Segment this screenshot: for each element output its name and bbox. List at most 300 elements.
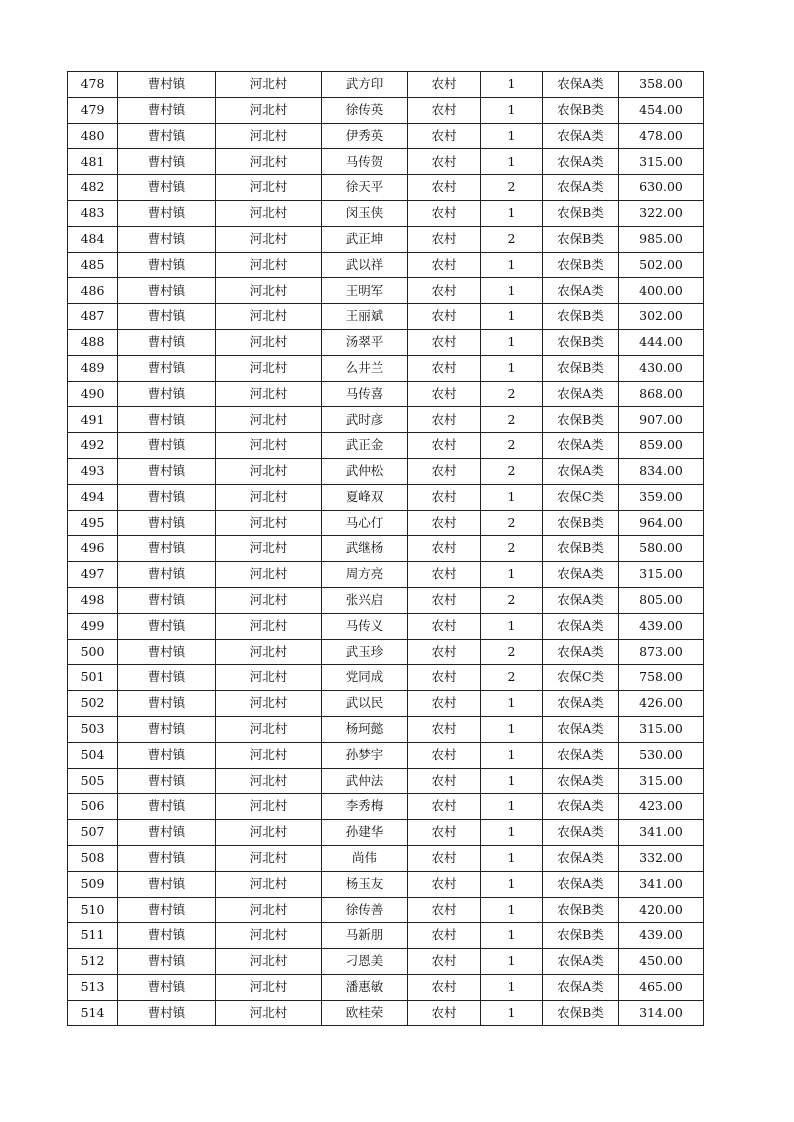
cell-row-number: 506 bbox=[68, 794, 118, 820]
cell-area-type: 农村 bbox=[408, 200, 481, 226]
table-body bbox=[68, 72, 704, 1026]
cell-area-type: 农村 bbox=[408, 123, 481, 149]
cell-town: 曹村镇 bbox=[118, 536, 216, 562]
table-row bbox=[68, 845, 704, 871]
cell-area-type: 农村 bbox=[408, 407, 481, 433]
cell-insurance-class: 农保B类 bbox=[543, 200, 619, 226]
cell-town: 曹村镇 bbox=[118, 149, 216, 175]
table-row bbox=[68, 768, 704, 794]
cell-name: 汤翠平 bbox=[322, 329, 408, 355]
cell-town: 曹村镇 bbox=[118, 329, 216, 355]
cell-row-number: 510 bbox=[68, 897, 118, 923]
cell-row-number: 490 bbox=[68, 381, 118, 407]
cell-area-type: 农村 bbox=[408, 665, 481, 691]
cell-household-size: 1 bbox=[481, 1000, 543, 1026]
cell-insurance-class: 农保A类 bbox=[543, 871, 619, 897]
table-row bbox=[68, 1000, 704, 1026]
cell-area-type: 农村 bbox=[408, 742, 481, 768]
cell-insurance-class: 农保B类 bbox=[543, 226, 619, 252]
cell-name: 武正坤 bbox=[322, 226, 408, 252]
cell-village: 河北村 bbox=[216, 820, 322, 846]
cell-name: 王丽斌 bbox=[322, 304, 408, 330]
cell-town: 曹村镇 bbox=[118, 587, 216, 613]
cell-village: 河北村 bbox=[216, 252, 322, 278]
cell-household-size: 1 bbox=[481, 484, 543, 510]
cell-household-size: 1 bbox=[481, 768, 543, 794]
cell-area-type: 农村 bbox=[408, 820, 481, 846]
cell-amount: 358.00 bbox=[619, 72, 704, 98]
cell-household-size: 2 bbox=[481, 536, 543, 562]
cell-name: 孙建华 bbox=[322, 820, 408, 846]
cell-amount: 465.00 bbox=[619, 974, 704, 1000]
cell-area-type: 农村 bbox=[408, 897, 481, 923]
cell-area-type: 农村 bbox=[408, 949, 481, 975]
cell-name: 伊秀英 bbox=[322, 123, 408, 149]
table-row bbox=[68, 433, 704, 459]
cell-village: 河北村 bbox=[216, 665, 322, 691]
cell-area-type: 农村 bbox=[408, 536, 481, 562]
cell-amount: 478.00 bbox=[619, 123, 704, 149]
cell-amount: 964.00 bbox=[619, 510, 704, 536]
cell-village: 河北村 bbox=[216, 458, 322, 484]
cell-row-number: 479 bbox=[68, 97, 118, 123]
cell-insurance-class: 农保C类 bbox=[543, 665, 619, 691]
table-row bbox=[68, 897, 704, 923]
table-row bbox=[68, 226, 704, 252]
cell-area-type: 农村 bbox=[408, 691, 481, 717]
cell-amount: 630.00 bbox=[619, 175, 704, 201]
cell-insurance-class: 农保B类 bbox=[543, 897, 619, 923]
cell-area-type: 农村 bbox=[408, 355, 481, 381]
cell-area-type: 农村 bbox=[408, 1000, 481, 1026]
cell-name: 徐传善 bbox=[322, 897, 408, 923]
table-row bbox=[68, 665, 704, 691]
cell-insurance-class: 农保A类 bbox=[543, 974, 619, 1000]
cell-village: 河北村 bbox=[216, 587, 322, 613]
cell-town: 曹村镇 bbox=[118, 974, 216, 1000]
cell-household-size: 2 bbox=[481, 639, 543, 665]
cell-amount: 315.00 bbox=[619, 149, 704, 175]
cell-area-type: 农村 bbox=[408, 716, 481, 742]
cell-row-number: 508 bbox=[68, 845, 118, 871]
cell-town: 曹村镇 bbox=[118, 897, 216, 923]
cell-row-number: 498 bbox=[68, 587, 118, 613]
cell-name: 武仲松 bbox=[322, 458, 408, 484]
cell-insurance-class: 农保A类 bbox=[543, 587, 619, 613]
cell-row-number: 480 bbox=[68, 123, 118, 149]
cell-amount: 859.00 bbox=[619, 433, 704, 459]
cell-amount: 873.00 bbox=[619, 639, 704, 665]
cell-household-size: 1 bbox=[481, 974, 543, 1000]
table-row bbox=[68, 639, 704, 665]
cell-row-number: 491 bbox=[68, 407, 118, 433]
cell-area-type: 农村 bbox=[408, 639, 481, 665]
cell-row-number: 509 bbox=[68, 871, 118, 897]
cell-town: 曹村镇 bbox=[118, 691, 216, 717]
cell-area-type: 农村 bbox=[408, 252, 481, 278]
table-row bbox=[68, 536, 704, 562]
cell-amount: 439.00 bbox=[619, 613, 704, 639]
cell-household-size: 1 bbox=[481, 613, 543, 639]
cell-amount: 444.00 bbox=[619, 329, 704, 355]
cell-town: 曹村镇 bbox=[118, 407, 216, 433]
cell-amount: 580.00 bbox=[619, 536, 704, 562]
table-row bbox=[68, 794, 704, 820]
cell-town: 曹村镇 bbox=[118, 794, 216, 820]
cell-town: 曹村镇 bbox=[118, 949, 216, 975]
table-row bbox=[68, 613, 704, 639]
cell-village: 河北村 bbox=[216, 329, 322, 355]
cell-insurance-class: 农保A类 bbox=[543, 381, 619, 407]
cell-town: 曹村镇 bbox=[118, 742, 216, 768]
cell-area-type: 农村 bbox=[408, 587, 481, 613]
cell-town: 曹村镇 bbox=[118, 252, 216, 278]
cell-name: 尚伟 bbox=[322, 845, 408, 871]
cell-name: 武以祥 bbox=[322, 252, 408, 278]
table-row bbox=[68, 149, 704, 175]
cell-insurance-class: 农保A类 bbox=[543, 175, 619, 201]
cell-area-type: 农村 bbox=[408, 871, 481, 897]
cell-town: 曹村镇 bbox=[118, 768, 216, 794]
cell-village: 河北村 bbox=[216, 639, 322, 665]
cell-insurance-class: 农保A类 bbox=[543, 278, 619, 304]
cell-area-type: 农村 bbox=[408, 72, 481, 98]
cell-name: 张兴启 bbox=[322, 587, 408, 613]
cell-amount: 400.00 bbox=[619, 278, 704, 304]
cell-name: 武时彦 bbox=[322, 407, 408, 433]
cell-name: 王明军 bbox=[322, 278, 408, 304]
cell-name: 武正金 bbox=[322, 433, 408, 459]
cell-village: 河北村 bbox=[216, 536, 322, 562]
cell-household-size: 2 bbox=[481, 510, 543, 536]
cell-row-number: 487 bbox=[68, 304, 118, 330]
cell-village: 河北村 bbox=[216, 691, 322, 717]
cell-village: 河北村 bbox=[216, 433, 322, 459]
cell-insurance-class: 农保A类 bbox=[543, 639, 619, 665]
cell-village: 河北村 bbox=[216, 72, 322, 98]
cell-town: 曹村镇 bbox=[118, 433, 216, 459]
cell-household-size: 1 bbox=[481, 355, 543, 381]
cell-town: 曹村镇 bbox=[118, 510, 216, 536]
cell-town: 曹村镇 bbox=[118, 226, 216, 252]
cell-row-number: 486 bbox=[68, 278, 118, 304]
cell-insurance-class: 农保A类 bbox=[543, 691, 619, 717]
cell-village: 河北村 bbox=[216, 123, 322, 149]
cell-name: 孙梦宇 bbox=[322, 742, 408, 768]
cell-town: 曹村镇 bbox=[118, 923, 216, 949]
cell-amount: 302.00 bbox=[619, 304, 704, 330]
cell-household-size: 1 bbox=[481, 252, 543, 278]
cell-amount: 805.00 bbox=[619, 587, 704, 613]
table-row bbox=[68, 123, 704, 149]
cell-amount: 315.00 bbox=[619, 716, 704, 742]
cell-insurance-class: 农保B类 bbox=[543, 355, 619, 381]
cell-town: 曹村镇 bbox=[118, 484, 216, 510]
cell-amount: 454.00 bbox=[619, 97, 704, 123]
cell-household-size: 1 bbox=[481, 871, 543, 897]
cell-amount: 322.00 bbox=[619, 200, 704, 226]
cell-row-number: 513 bbox=[68, 974, 118, 1000]
table-row bbox=[68, 252, 704, 278]
cell-amount: 439.00 bbox=[619, 923, 704, 949]
cell-insurance-class: 农保A类 bbox=[543, 794, 619, 820]
cell-insurance-class: 农保B类 bbox=[543, 97, 619, 123]
cell-town: 曹村镇 bbox=[118, 381, 216, 407]
table-row bbox=[68, 820, 704, 846]
cell-village: 河北村 bbox=[216, 897, 322, 923]
cell-name: 徐传英 bbox=[322, 97, 408, 123]
data-table bbox=[67, 71, 704, 1026]
cell-row-number: 514 bbox=[68, 1000, 118, 1026]
cell-amount: 332.00 bbox=[619, 845, 704, 871]
cell-village: 河北村 bbox=[216, 175, 322, 201]
cell-village: 河北村 bbox=[216, 484, 322, 510]
cell-row-number: 493 bbox=[68, 458, 118, 484]
cell-insurance-class: 农保B类 bbox=[543, 923, 619, 949]
cell-row-number: 503 bbox=[68, 716, 118, 742]
cell-area-type: 农村 bbox=[408, 794, 481, 820]
cell-town: 曹村镇 bbox=[118, 639, 216, 665]
table-row bbox=[68, 278, 704, 304]
cell-insurance-class: 农保C类 bbox=[543, 484, 619, 510]
cell-row-number: 488 bbox=[68, 329, 118, 355]
table-row bbox=[68, 949, 704, 975]
cell-household-size: 2 bbox=[481, 433, 543, 459]
cell-amount: 985.00 bbox=[619, 226, 704, 252]
cell-row-number: 496 bbox=[68, 536, 118, 562]
cell-insurance-class: 农保B类 bbox=[543, 510, 619, 536]
table-row bbox=[68, 200, 704, 226]
cell-area-type: 农村 bbox=[408, 97, 481, 123]
cell-row-number: 484 bbox=[68, 226, 118, 252]
cell-row-number: 482 bbox=[68, 175, 118, 201]
cell-household-size: 1 bbox=[481, 149, 543, 175]
table-row bbox=[68, 587, 704, 613]
cell-name: 杨珂懿 bbox=[322, 716, 408, 742]
cell-household-size: 1 bbox=[481, 742, 543, 768]
cell-amount: 530.00 bbox=[619, 742, 704, 768]
table-row bbox=[68, 304, 704, 330]
cell-insurance-class: 农保A类 bbox=[543, 820, 619, 846]
cell-household-size: 1 bbox=[481, 278, 543, 304]
cell-town: 曹村镇 bbox=[118, 200, 216, 226]
cell-household-size: 1 bbox=[481, 716, 543, 742]
cell-village: 河北村 bbox=[216, 407, 322, 433]
cell-household-size: 1 bbox=[481, 304, 543, 330]
cell-area-type: 农村 bbox=[408, 149, 481, 175]
cell-amount: 758.00 bbox=[619, 665, 704, 691]
cell-amount: 868.00 bbox=[619, 381, 704, 407]
table-row bbox=[68, 562, 704, 588]
cell-amount: 834.00 bbox=[619, 458, 704, 484]
cell-village: 河北村 bbox=[216, 278, 322, 304]
cell-name: 武仲法 bbox=[322, 768, 408, 794]
cell-area-type: 农村 bbox=[408, 484, 481, 510]
cell-amount: 423.00 bbox=[619, 794, 704, 820]
table-row bbox=[68, 871, 704, 897]
cell-insurance-class: 农保A类 bbox=[543, 949, 619, 975]
cell-name: 武以民 bbox=[322, 691, 408, 717]
cell-area-type: 农村 bbox=[408, 304, 481, 330]
cell-village: 河北村 bbox=[216, 845, 322, 871]
cell-amount: 315.00 bbox=[619, 768, 704, 794]
cell-village: 河北村 bbox=[216, 974, 322, 1000]
cell-name: 潘惠敏 bbox=[322, 974, 408, 1000]
cell-town: 曹村镇 bbox=[118, 355, 216, 381]
cell-village: 河北村 bbox=[216, 716, 322, 742]
cell-town: 曹村镇 bbox=[118, 458, 216, 484]
cell-village: 河北村 bbox=[216, 97, 322, 123]
cell-village: 河北村 bbox=[216, 200, 322, 226]
cell-area-type: 农村 bbox=[408, 278, 481, 304]
cell-insurance-class: 农保B类 bbox=[543, 407, 619, 433]
cell-household-size: 1 bbox=[481, 820, 543, 846]
cell-town: 曹村镇 bbox=[118, 97, 216, 123]
cell-village: 河北村 bbox=[216, 381, 322, 407]
cell-village: 河北村 bbox=[216, 794, 322, 820]
cell-area-type: 农村 bbox=[408, 923, 481, 949]
cell-village: 河北村 bbox=[216, 149, 322, 175]
cell-area-type: 农村 bbox=[408, 510, 481, 536]
cell-area-type: 农村 bbox=[408, 458, 481, 484]
table-row bbox=[68, 691, 704, 717]
cell-village: 河北村 bbox=[216, 613, 322, 639]
cell-name: 闵玉侠 bbox=[322, 200, 408, 226]
table-row bbox=[68, 742, 704, 768]
table-row bbox=[68, 381, 704, 407]
cell-area-type: 农村 bbox=[408, 381, 481, 407]
cell-amount: 430.00 bbox=[619, 355, 704, 381]
cell-row-number: 481 bbox=[68, 149, 118, 175]
cell-household-size: 2 bbox=[481, 175, 543, 201]
cell-row-number: 495 bbox=[68, 510, 118, 536]
cell-row-number: 502 bbox=[68, 691, 118, 717]
cell-row-number: 505 bbox=[68, 768, 118, 794]
cell-town: 曹村镇 bbox=[118, 562, 216, 588]
table-row bbox=[68, 458, 704, 484]
cell-row-number: 478 bbox=[68, 72, 118, 98]
cell-amount: 426.00 bbox=[619, 691, 704, 717]
cell-row-number: 511 bbox=[68, 923, 118, 949]
cell-village: 河北村 bbox=[216, 562, 322, 588]
table-row bbox=[68, 923, 704, 949]
cell-name: 欧桂荣 bbox=[322, 1000, 408, 1026]
cell-insurance-class: 农保B类 bbox=[543, 304, 619, 330]
cell-row-number: 499 bbox=[68, 613, 118, 639]
cell-area-type: 农村 bbox=[408, 974, 481, 1000]
cell-household-size: 1 bbox=[481, 562, 543, 588]
cell-town: 曹村镇 bbox=[118, 716, 216, 742]
cell-village: 河北村 bbox=[216, 510, 322, 536]
cell-area-type: 农村 bbox=[408, 226, 481, 252]
cell-insurance-class: 农保A类 bbox=[543, 742, 619, 768]
cell-name: 马传义 bbox=[322, 613, 408, 639]
cell-household-size: 1 bbox=[481, 949, 543, 975]
cell-amount: 315.00 bbox=[619, 562, 704, 588]
cell-name: 武方印 bbox=[322, 72, 408, 98]
cell-town: 曹村镇 bbox=[118, 72, 216, 98]
cell-household-size: 1 bbox=[481, 97, 543, 123]
cell-insurance-class: 农保A类 bbox=[543, 768, 619, 794]
cell-insurance-class: 农保A类 bbox=[543, 149, 619, 175]
cell-amount: 359.00 bbox=[619, 484, 704, 510]
cell-household-size: 2 bbox=[481, 458, 543, 484]
cell-row-number: 483 bbox=[68, 200, 118, 226]
cell-amount: 907.00 bbox=[619, 407, 704, 433]
cell-town: 曹村镇 bbox=[118, 175, 216, 201]
table-row bbox=[68, 72, 704, 98]
cell-town: 曹村镇 bbox=[118, 304, 216, 330]
cell-town: 曹村镇 bbox=[118, 845, 216, 871]
cell-household-size: 1 bbox=[481, 72, 543, 98]
cell-row-number: 507 bbox=[68, 820, 118, 846]
cell-village: 河北村 bbox=[216, 742, 322, 768]
cell-town: 曹村镇 bbox=[118, 1000, 216, 1026]
cell-village: 河北村 bbox=[216, 355, 322, 381]
cell-household-size: 1 bbox=[481, 897, 543, 923]
cell-name: 徐天平 bbox=[322, 175, 408, 201]
cell-row-number: 494 bbox=[68, 484, 118, 510]
cell-amount: 420.00 bbox=[619, 897, 704, 923]
cell-town: 曹村镇 bbox=[118, 123, 216, 149]
cell-household-size: 2 bbox=[481, 665, 543, 691]
cell-village: 河北村 bbox=[216, 226, 322, 252]
cell-village: 河北村 bbox=[216, 768, 322, 794]
cell-household-size: 1 bbox=[481, 200, 543, 226]
cell-row-number: 489 bbox=[68, 355, 118, 381]
cell-area-type: 农村 bbox=[408, 562, 481, 588]
cell-household-size: 2 bbox=[481, 226, 543, 252]
cell-name: 么井兰 bbox=[322, 355, 408, 381]
cell-household-size: 1 bbox=[481, 923, 543, 949]
cell-name: 党同成 bbox=[322, 665, 408, 691]
cell-town: 曹村镇 bbox=[118, 278, 216, 304]
cell-village: 河北村 bbox=[216, 871, 322, 897]
cell-insurance-class: 农保B类 bbox=[543, 536, 619, 562]
cell-household-size: 2 bbox=[481, 381, 543, 407]
cell-name: 武玉珍 bbox=[322, 639, 408, 665]
table-row bbox=[68, 407, 704, 433]
cell-name: 马新朋 bbox=[322, 923, 408, 949]
cell-town: 曹村镇 bbox=[118, 820, 216, 846]
cell-amount: 341.00 bbox=[619, 820, 704, 846]
cell-household-size: 2 bbox=[481, 587, 543, 613]
cell-village: 河北村 bbox=[216, 304, 322, 330]
cell-amount: 450.00 bbox=[619, 949, 704, 975]
cell-insurance-class: 农保A类 bbox=[543, 458, 619, 484]
cell-household-size: 1 bbox=[481, 329, 543, 355]
cell-row-number: 504 bbox=[68, 742, 118, 768]
table-row bbox=[68, 716, 704, 742]
table-row bbox=[68, 510, 704, 536]
table-row bbox=[68, 175, 704, 201]
cell-name: 马传贺 bbox=[322, 149, 408, 175]
cell-insurance-class: 农保A类 bbox=[543, 562, 619, 588]
table-row bbox=[68, 329, 704, 355]
cell-row-number: 501 bbox=[68, 665, 118, 691]
cell-insurance-class: 农保B类 bbox=[543, 252, 619, 278]
cell-name: 杨玉友 bbox=[322, 871, 408, 897]
table-row bbox=[68, 97, 704, 123]
cell-amount: 502.00 bbox=[619, 252, 704, 278]
cell-village: 河北村 bbox=[216, 1000, 322, 1026]
cell-row-number: 500 bbox=[68, 639, 118, 665]
cell-household-size: 1 bbox=[481, 123, 543, 149]
cell-name: 李秀梅 bbox=[322, 794, 408, 820]
cell-insurance-class: 农保A类 bbox=[543, 613, 619, 639]
cell-insurance-class: 农保B类 bbox=[543, 329, 619, 355]
cell-area-type: 农村 bbox=[408, 433, 481, 459]
